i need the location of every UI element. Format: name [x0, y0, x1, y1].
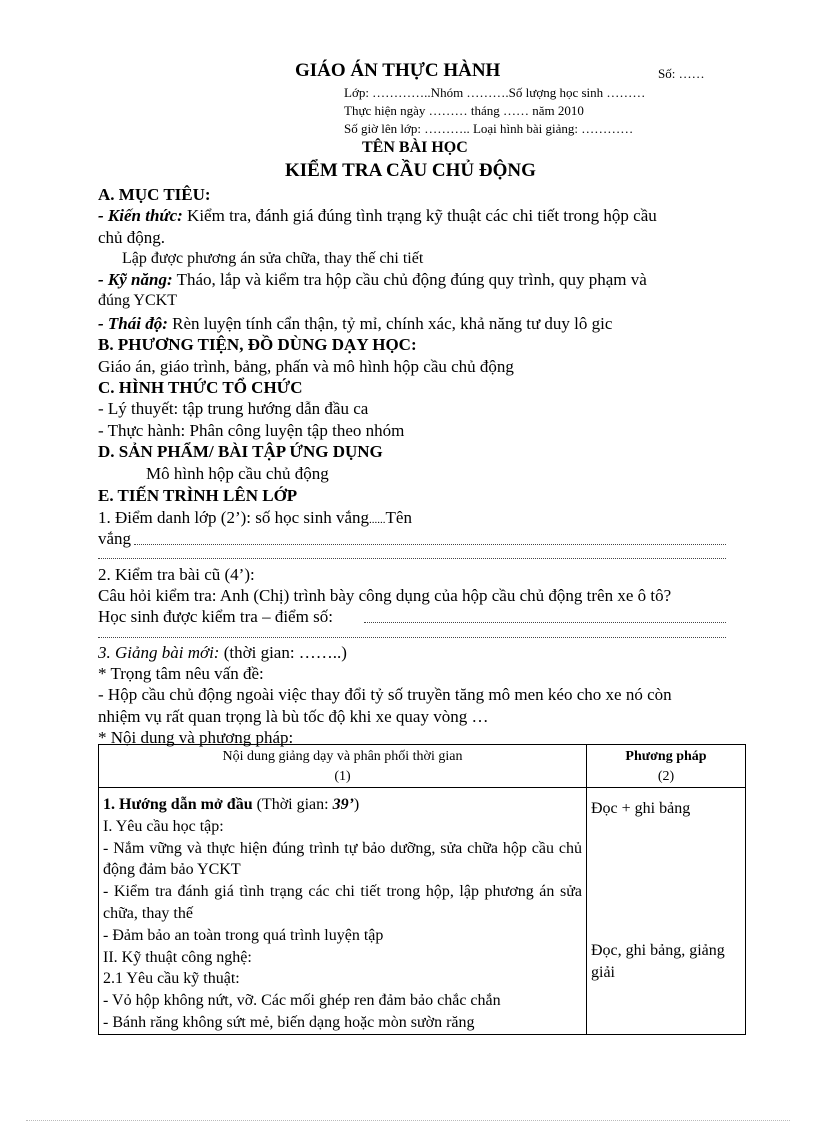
checked-student: Học sinh được kiểm tra – điểm số: — [98, 607, 333, 626]
header-class-line: Lớp: …………..Nhóm ……….Số lượng học sinh ……… — [344, 85, 646, 100]
section-c-theory: - Lý thuyết: tập trung hướng dẫn đầu ca — [98, 399, 369, 418]
knowledge-text-cont: chủ động. — [98, 228, 166, 247]
list-item: - Kiểm tra đánh giá tình trạng các chi tiết trong hộp, lập phương án sửa chữa, thay thế — [103, 883, 582, 922]
section-c-heading: C. HÌNH THỨC TỔ CHỨC — [98, 378, 303, 397]
header-hours-line: Số giờ lên lớp: ……….. Loại hình bài giảng: ………… — [344, 121, 634, 136]
lesson-label: TÊN BÀI HỌC — [362, 139, 468, 156]
col2-header-num: (2) — [657, 769, 675, 784]
section-d-heading: D. SẢN PHẨM/ BÀI TẬP ỨNG DỤNG — [98, 442, 383, 461]
focus-para-2: nhiệm vụ rất quan trọng là bù tốc độ khi xe quay vòng … — [98, 707, 489, 726]
focus-para-1: - Hộp cầu chủ động ngoài việc thay đổi tỷ số truyền tăng mô men kéo cho xe nó còn — [98, 685, 672, 704]
score-dotline-2 — [98, 637, 726, 638]
list-item: - Nắm vững và thực hiện đúng trình tự bảo dưỡng, sửa chữa hộp cầu chủ động đảm bảo YCKT — [103, 839, 582, 879]
col1-header — [99, 745, 587, 788]
focus-heading: * Trọng tâm nêu vấn đề: — [98, 664, 264, 683]
absent-label: vắng — [98, 529, 132, 548]
list-item: - Vỏ hộp không nứt, vỡ. Các mối ghép ren đảm bảo chắc chắn — [103, 992, 501, 1010]
section-b-heading: B. PHƯƠNG TIỆN, ĐỒ DÙNG DẠY HỌC: — [98, 335, 417, 354]
document-title: GIÁO ÁN THỰC HÀNH — [295, 60, 501, 81]
absent-name-label: Tên — [385, 508, 412, 527]
new-lesson-time: (thời gian: ……..) — [219, 643, 347, 662]
content-method-heading: * Nội dung và phương pháp: — [98, 728, 294, 747]
document-number: Số: …… — [658, 66, 705, 81]
intro-time-value: 39’ — [332, 796, 354, 813]
list-item: - Bánh răng không sứt mẻ, biến dạng hoặc mòn sườn răng — [103, 1013, 475, 1031]
method-cell — [587, 788, 746, 1035]
attendance-text: 1. Điểm danh lớp (2’): số học sinh vắng — [98, 508, 370, 527]
section-d-text: Mô hình hộp cầu chủ động — [146, 464, 329, 483]
table-row — [99, 788, 746, 1035]
absent-dotline-2 — [98, 558, 726, 559]
content-cell — [99, 788, 587, 1035]
list-item: 2.1 Yêu cầu kỹ thuật: — [103, 970, 240, 988]
list-item: I. Yêu cầu học tập: — [103, 817, 224, 835]
method-read-write-explain: Đọc, ghi bảng, giảng giải — [591, 941, 725, 981]
skill-text-cont: đúng YCKT — [98, 292, 177, 309]
check-question: Câu hỏi kiểm tra: Anh (Chị) trình bày công dụng của hộp cầu chủ động trên xe ô tô? — [98, 586, 672, 605]
col2-header — [587, 745, 746, 788]
page-bottom-rule — [26, 1120, 790, 1121]
attitude-line — [98, 314, 612, 334]
skill-line — [98, 270, 758, 290]
absent-dotline — [134, 544, 726, 545]
intro-title: 1. Hướng dẫn mở đầu — [103, 796, 253, 813]
skill-text: Tháo, lắp và kiểm tra hộp cầu chủ động đúng quy trình, quy phạm và — [172, 270, 647, 289]
attitude-text: Rèn luyện tính cẩn thận, tỷ mỉ, chính xác, khả năng tư duy lô gic — [167, 314, 613, 333]
col1-header-num: (1) — [334, 769, 351, 784]
knowledge-label: - Kiến thức: — [98, 206, 183, 225]
knowledge-line — [98, 206, 758, 226]
lesson-title: KIỂM TRA CẦU CHỦ ĐỘNG — [285, 160, 536, 181]
method-read-write: Đọc + ghi bảng — [591, 800, 691, 817]
new-lesson-label: 3. Giảng bài mới: — [98, 643, 220, 662]
attitude-label: - Thái độ: — [98, 314, 168, 333]
knowledge-text-2: Lập được phương án sửa chữa, thay thế chi tiết — [122, 250, 424, 267]
attendance-line — [98, 508, 412, 528]
attendance-dots: ...... — [369, 514, 386, 526]
table-header-row — [99, 745, 746, 788]
intro-time-label: (Thời gian: — [252, 796, 333, 813]
content-table — [98, 744, 746, 1035]
score-dotline — [364, 622, 726, 623]
section-b-text: Giáo án, giáo trình, bảng, phấn và mô hình hộp cầu chủ động — [98, 357, 514, 376]
section-c-practice: - Thực hành: Phân công luyện tập theo nhóm — [98, 421, 405, 440]
list-item: II. Kỹ thuật công nghệ: — [103, 948, 252, 966]
new-lesson-line — [98, 643, 347, 663]
old-lesson-check: 2. Kiểm tra bài cũ (4’): — [98, 565, 255, 584]
section-e-heading: E. TIẾN TRÌNH LÊN LỚP — [98, 486, 298, 505]
col2-header-text: Phương pháp — [625, 749, 707, 764]
skill-label: - Kỹ năng: — [98, 270, 173, 289]
header-date-line: Thực hiện ngày ……… tháng …… năm 2010 — [344, 103, 584, 118]
intro-heading — [103, 794, 582, 816]
section-a-heading: A. MỤC TIÊU: — [98, 185, 211, 204]
intro-time-close: ) — [353, 796, 360, 813]
col1-header-text: Nội dung giảng dạy và phân phối thời gian — [222, 749, 463, 764]
knowledge-text: Kiểm tra, đánh giá đúng tình trạng kỹ thuật các chi tiết trong hộp cầu — [182, 206, 657, 225]
list-item: - Đảm bảo an toàn trong quá trình luyện tập — [103, 926, 384, 944]
